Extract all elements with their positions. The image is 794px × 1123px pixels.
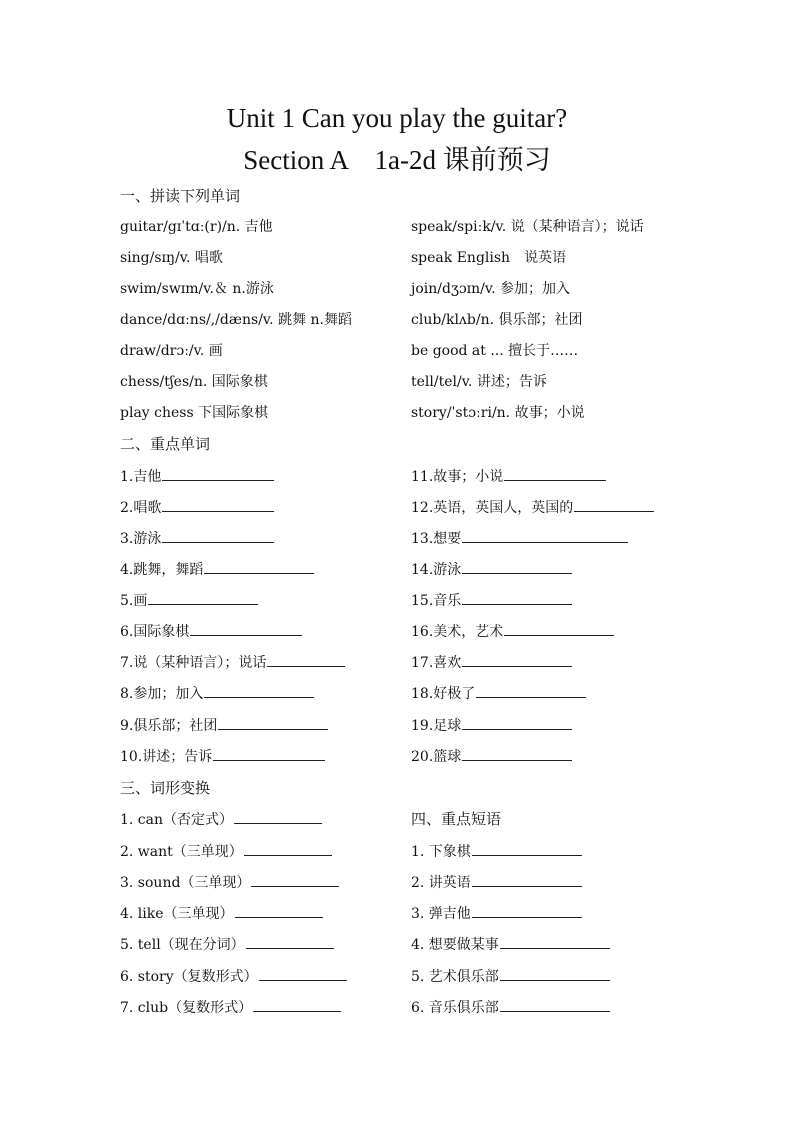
word-blank-4 bbox=[120, 558, 314, 581]
form-blank-2 bbox=[120, 840, 332, 863]
vocab-right-4: club/klʌb/n. 俱乐部；社团 bbox=[411, 312, 583, 328]
form-prompt: 6. story（复数形式） bbox=[120, 969, 258, 985]
word-blank-10 bbox=[120, 745, 325, 768]
answer-blank[interactable] bbox=[462, 651, 572, 667]
phrase-prompt: 3. 弹吉他 bbox=[411, 906, 471, 922]
answer-blank[interactable] bbox=[246, 933, 334, 949]
answer-blank[interactable] bbox=[259, 965, 347, 981]
answer-blank[interactable] bbox=[162, 527, 274, 543]
word-blank-9 bbox=[120, 714, 328, 737]
answer-blank[interactable] bbox=[462, 745, 572, 761]
section1-heading: 一、拼读下列单词 bbox=[120, 187, 241, 205]
answer-blank[interactable] bbox=[500, 996, 610, 1012]
word-blank-11 bbox=[411, 465, 606, 488]
answer-blank[interactable] bbox=[251, 871, 339, 887]
form-blank-1 bbox=[120, 808, 322, 831]
word-blank-17 bbox=[411, 651, 572, 674]
answer-blank[interactable] bbox=[204, 682, 314, 698]
section3-heading: 三、词形变换 bbox=[120, 779, 211, 797]
vocab-right-6: tell/tel/v. 讲述；告诉 bbox=[411, 374, 547, 390]
word-blank-8 bbox=[120, 682, 314, 705]
phrase-prompt: 1. 下象棋 bbox=[411, 844, 471, 860]
section2-heading: 二、重点单词 bbox=[120, 435, 211, 453]
answer-blank[interactable] bbox=[218, 714, 328, 730]
answer-blank[interactable] bbox=[462, 589, 572, 605]
word-prompt: 19.足球 bbox=[411, 718, 462, 734]
vocab-left-7: play chess 下国际象棋 bbox=[120, 405, 269, 421]
word-blank-12 bbox=[411, 496, 654, 519]
answer-blank[interactable] bbox=[472, 902, 582, 918]
word-prompt: 5.画 bbox=[120, 593, 148, 609]
phrase-blank-1 bbox=[411, 840, 582, 863]
word-prompt: 6.国际象棋 bbox=[120, 624, 190, 640]
word-blank-20 bbox=[411, 745, 572, 768]
answer-blank[interactable] bbox=[574, 496, 654, 512]
form-blank-5 bbox=[120, 933, 334, 956]
phrase-prompt: 4. 想要做某事 bbox=[411, 937, 499, 953]
answer-blank[interactable] bbox=[504, 465, 606, 481]
word-prompt: 13.想要 bbox=[411, 531, 462, 547]
word-blank-13 bbox=[411, 527, 628, 550]
vocab-left-4: dance/dɑːns/,/dæns/v. 跳舞 n.舞蹈 bbox=[120, 312, 352, 328]
word-prompt: 7.说（某种语言）；说话 bbox=[120, 655, 267, 671]
word-blank-7 bbox=[120, 651, 345, 674]
page-title: Unit 1 Can you play the guitar? bbox=[226, 103, 568, 133]
phrase-prompt: 2. 讲英语 bbox=[411, 875, 471, 891]
answer-blank[interactable] bbox=[213, 745, 325, 761]
vocab-left-1: guitar/gɪˈtɑː(r)/n. 吉他 bbox=[120, 219, 273, 235]
phrase-prompt: 6. 音乐俱乐部 bbox=[411, 1000, 499, 1016]
word-prompt: 12.英语，英国人，英国的 bbox=[411, 500, 574, 516]
form-prompt: 1. can（否定式） bbox=[120, 812, 234, 828]
form-blank-4 bbox=[120, 902, 323, 925]
word-prompt: 4.跳舞，舞蹈 bbox=[120, 562, 204, 578]
form-prompt: 3. sound（三单现） bbox=[120, 875, 251, 891]
word-blank-15 bbox=[411, 589, 572, 612]
answer-blank[interactable] bbox=[235, 902, 323, 918]
phrase-prompt: 5. 艺术俱乐部 bbox=[411, 969, 499, 985]
answer-blank[interactable] bbox=[253, 996, 341, 1012]
answer-blank[interactable] bbox=[476, 682, 586, 698]
word-blank-19 bbox=[411, 714, 572, 737]
vocab-left-6: chess/tʃes/n. 国际象棋 bbox=[120, 374, 268, 390]
word-prompt: 9.俱乐部；社团 bbox=[120, 718, 218, 734]
vocab-right-7: story/ˈstɔːri/n. 故事；小说 bbox=[411, 405, 585, 421]
vocab-right-1: speak/spiːk/v. 说（某种语言）；说话 bbox=[411, 219, 644, 235]
word-prompt: 18.好极了 bbox=[411, 686, 476, 702]
answer-blank[interactable] bbox=[190, 620, 302, 636]
word-prompt: 16.美术，艺术 bbox=[411, 624, 504, 640]
form-prompt: 7. club（复数形式） bbox=[120, 1000, 253, 1016]
phrase-blank-5 bbox=[411, 965, 610, 988]
phrase-blank-4 bbox=[411, 933, 610, 956]
form-blank-3 bbox=[120, 871, 339, 894]
vocab-right-2: speak English 说英语 bbox=[411, 250, 567, 266]
word-prompt: 1.吉他 bbox=[120, 469, 162, 485]
answer-blank[interactable] bbox=[162, 496, 274, 512]
answer-blank[interactable] bbox=[500, 965, 610, 981]
phrase-blank-6 bbox=[411, 996, 610, 1019]
answer-blank[interactable] bbox=[204, 558, 314, 574]
word-prompt: 2.唱歌 bbox=[120, 500, 162, 516]
answer-blank[interactable] bbox=[162, 465, 274, 481]
answer-blank[interactable] bbox=[504, 620, 614, 636]
page-subtitle: Section A 1a-2d 课前预习 bbox=[243, 145, 551, 175]
word-prompt: 3.游泳 bbox=[120, 531, 162, 547]
vocab-right-5: be good at ... 擅长于…… bbox=[411, 343, 579, 359]
answer-blank[interactable] bbox=[234, 808, 322, 824]
vocab-left-3: swim/swɪm/v.＆ n.游泳 bbox=[120, 281, 274, 297]
word-prompt: 15.音乐 bbox=[411, 593, 462, 609]
word-blank-14 bbox=[411, 558, 572, 581]
answer-blank[interactable] bbox=[500, 933, 610, 949]
word-prompt: 17.喜欢 bbox=[411, 655, 462, 671]
answer-blank[interactable] bbox=[462, 558, 572, 574]
phrase-blank-2 bbox=[411, 871, 582, 894]
form-blank-7 bbox=[120, 996, 341, 1019]
form-blank-6 bbox=[120, 965, 347, 988]
word-prompt: 14.游泳 bbox=[411, 562, 462, 578]
word-blank-6 bbox=[120, 620, 302, 643]
word-blank-16 bbox=[411, 620, 614, 643]
vocab-left-2: sing/sɪŋ/v. 唱歌 bbox=[120, 250, 223, 266]
answer-blank[interactable] bbox=[472, 840, 582, 856]
vocab-right-3: join/dʒɔɪn/v. 参加；加入 bbox=[411, 281, 571, 297]
answer-blank[interactable] bbox=[462, 714, 572, 730]
answer-blank[interactable] bbox=[267, 651, 345, 667]
word-blank-2 bbox=[120, 496, 274, 519]
word-prompt: 20.篮球 bbox=[411, 749, 462, 765]
word-prompt: 10.讲述；告诉 bbox=[120, 749, 213, 765]
answer-blank[interactable] bbox=[462, 527, 628, 543]
form-prompt: 2. want（三单现） bbox=[120, 844, 243, 860]
vocab-left-5: draw/drɔː/v. 画 bbox=[120, 343, 223, 359]
form-prompt: 5. tell（现在分词） bbox=[120, 937, 245, 953]
word-blank-3 bbox=[120, 527, 274, 550]
word-blank-18 bbox=[411, 682, 586, 705]
word-blank-5 bbox=[120, 589, 258, 612]
form-prompt: 4. like（三单现） bbox=[120, 906, 234, 922]
word-blank-1 bbox=[120, 465, 274, 488]
answer-blank[interactable] bbox=[148, 589, 258, 605]
phrase-blank-3 bbox=[411, 902, 582, 925]
answer-blank[interactable] bbox=[472, 871, 582, 887]
section4-heading: 四、重点短语 bbox=[411, 810, 502, 828]
word-prompt: 11.故事；小说 bbox=[411, 469, 504, 485]
answer-blank[interactable] bbox=[244, 840, 332, 856]
word-prompt: 8.参加；加入 bbox=[120, 686, 204, 702]
